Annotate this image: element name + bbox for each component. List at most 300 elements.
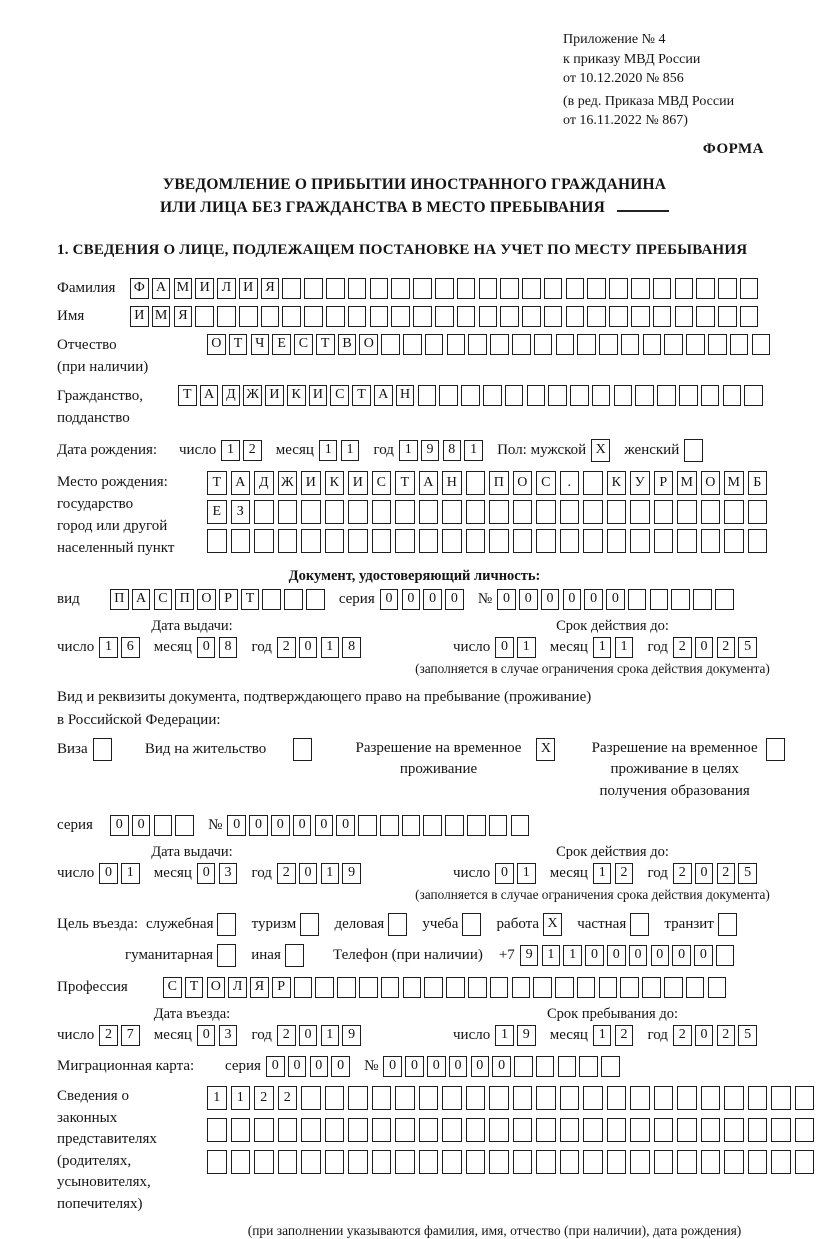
char-box[interactable]: 2: [278, 1086, 298, 1110]
char-box[interactable]: [402, 815, 421, 836]
char-box[interactable]: 1: [563, 945, 582, 966]
char-box[interactable]: [609, 278, 628, 299]
char-box[interactable]: 0: [402, 589, 421, 610]
char-box[interactable]: С: [372, 471, 392, 495]
char-box[interactable]: Д: [254, 471, 274, 495]
char-box[interactable]: [587, 278, 606, 299]
char-box[interactable]: [479, 278, 498, 299]
char-box[interactable]: К: [325, 471, 345, 495]
char-box[interactable]: С: [536, 471, 556, 495]
char-box[interactable]: [664, 977, 683, 998]
char-box[interactable]: З: [231, 500, 251, 524]
char-box[interactable]: [505, 385, 524, 406]
char-box[interactable]: [686, 334, 705, 355]
char-box[interactable]: [337, 977, 356, 998]
char-box[interactable]: [536, 529, 556, 553]
char-box[interactable]: [461, 385, 480, 406]
char-box[interactable]: 2: [277, 637, 296, 658]
char-box[interactable]: [391, 306, 410, 327]
char-box[interactable]: О: [207, 977, 226, 998]
char-box[interactable]: 1: [319, 440, 338, 461]
char-box[interactable]: 0: [331, 1056, 350, 1077]
char-box[interactable]: [748, 1118, 768, 1142]
char-box[interactable]: [684, 439, 703, 462]
char-box[interactable]: А: [152, 278, 171, 299]
char-box[interactable]: Т: [316, 334, 335, 355]
char-box[interactable]: [679, 385, 698, 406]
char-box[interactable]: X: [543, 913, 562, 936]
char-box[interactable]: [664, 334, 683, 355]
char-box[interactable]: [207, 1150, 227, 1174]
char-box[interactable]: [457, 306, 476, 327]
char-box[interactable]: [419, 529, 439, 553]
char-box[interactable]: [724, 1150, 744, 1174]
char-box[interactable]: [696, 278, 715, 299]
char-box[interactable]: [348, 1150, 368, 1174]
char-box[interactable]: 3: [219, 863, 238, 884]
char-box[interactable]: О: [513, 471, 533, 495]
char-box[interactable]: О: [701, 471, 721, 495]
char-box[interactable]: [468, 334, 487, 355]
char-box[interactable]: [513, 1150, 533, 1174]
char-box[interactable]: 2: [717, 863, 736, 884]
char-box[interactable]: [740, 278, 759, 299]
char-box[interactable]: [325, 500, 345, 524]
char-box[interactable]: [278, 500, 298, 524]
char-box[interactable]: Л: [228, 977, 247, 998]
char-box[interactable]: 0: [607, 945, 626, 966]
char-box[interactable]: Т: [241, 589, 260, 610]
char-box[interactable]: [301, 500, 321, 524]
char-box[interactable]: [254, 1118, 274, 1142]
char-box[interactable]: [724, 500, 744, 524]
char-box[interactable]: 0: [99, 863, 118, 884]
char-box[interactable]: 0: [293, 815, 312, 836]
char-box[interactable]: [566, 278, 585, 299]
char-box[interactable]: [301, 1086, 321, 1110]
char-box[interactable]: 0: [495, 637, 514, 658]
char-box[interactable]: А: [231, 471, 251, 495]
char-box[interactable]: [217, 944, 236, 967]
char-box[interactable]: [425, 334, 444, 355]
char-box[interactable]: [607, 1086, 627, 1110]
char-box[interactable]: [560, 1118, 580, 1142]
char-box[interactable]: [348, 278, 367, 299]
char-box[interactable]: [653, 278, 672, 299]
char-box[interactable]: 0: [383, 1056, 402, 1077]
char-box[interactable]: 1: [99, 637, 118, 658]
char-box[interactable]: [467, 815, 486, 836]
char-box[interactable]: [513, 500, 533, 524]
char-box[interactable]: [372, 529, 392, 553]
char-box[interactable]: [592, 385, 611, 406]
char-box[interactable]: [752, 334, 771, 355]
char-box[interactable]: С: [294, 334, 313, 355]
char-box[interactable]: [533, 977, 552, 998]
char-box[interactable]: [195, 306, 214, 327]
char-box[interactable]: Т: [207, 471, 227, 495]
char-box[interactable]: [701, 1118, 721, 1142]
char-box[interactable]: [654, 500, 674, 524]
char-box[interactable]: [671, 589, 690, 610]
char-box[interactable]: [395, 500, 415, 524]
char-box[interactable]: [326, 306, 345, 327]
char-box[interactable]: Р: [219, 589, 238, 610]
char-box[interactable]: [607, 1118, 627, 1142]
char-box[interactable]: [771, 1118, 791, 1142]
char-box[interactable]: С: [330, 385, 349, 406]
char-box[interactable]: [675, 306, 694, 327]
char-box[interactable]: [315, 977, 334, 998]
char-box[interactable]: С: [154, 589, 173, 610]
char-box[interactable]: [254, 500, 274, 524]
char-box[interactable]: [718, 913, 737, 936]
char-box[interactable]: [359, 977, 378, 998]
char-box[interactable]: [442, 500, 462, 524]
char-box[interactable]: [466, 1118, 486, 1142]
char-box[interactable]: [395, 1150, 415, 1174]
char-box[interactable]: [419, 1150, 439, 1174]
char-box[interactable]: 0: [695, 863, 714, 884]
char-box[interactable]: К: [607, 471, 627, 495]
char-box[interactable]: [748, 1086, 768, 1110]
char-box[interactable]: И: [265, 385, 284, 406]
char-box[interactable]: [325, 529, 345, 553]
char-box[interactable]: [630, 1118, 650, 1142]
char-box[interactable]: [555, 977, 574, 998]
char-box[interactable]: [282, 306, 301, 327]
char-box[interactable]: 2: [615, 863, 634, 884]
char-box[interactable]: 0: [606, 589, 625, 610]
char-box[interactable]: [381, 977, 400, 998]
char-box[interactable]: И: [239, 278, 258, 299]
char-box[interactable]: [677, 1150, 697, 1174]
char-box[interactable]: 0: [584, 589, 603, 610]
char-box[interactable]: [630, 1086, 650, 1110]
char-box[interactable]: [514, 1056, 533, 1077]
char-box[interactable]: [388, 913, 407, 936]
char-box[interactable]: 0: [495, 863, 514, 884]
char-box[interactable]: [560, 1150, 580, 1174]
char-box[interactable]: В: [338, 334, 357, 355]
char-box[interactable]: О: [197, 589, 216, 610]
char-box[interactable]: 0: [445, 589, 464, 610]
char-box[interactable]: [654, 1086, 674, 1110]
char-box[interactable]: 0: [315, 815, 334, 836]
char-box[interactable]: [282, 278, 301, 299]
char-box[interactable]: М: [174, 278, 193, 299]
char-box[interactable]: [490, 334, 509, 355]
char-box[interactable]: [500, 306, 519, 327]
char-box[interactable]: 7: [121, 1025, 140, 1046]
char-box[interactable]: Н: [442, 471, 462, 495]
char-box[interactable]: 0: [197, 1025, 216, 1046]
char-box[interactable]: [740, 306, 759, 327]
char-box[interactable]: [468, 977, 487, 998]
char-box[interactable]: 0: [299, 637, 318, 658]
char-box[interactable]: [715, 589, 734, 610]
char-box[interactable]: 1: [221, 440, 240, 461]
char-box[interactable]: 2: [99, 1025, 118, 1046]
char-box[interactable]: [631, 306, 650, 327]
char-box[interactable]: 0: [492, 1056, 511, 1077]
char-box[interactable]: 0: [423, 589, 442, 610]
char-box[interactable]: [306, 589, 325, 610]
char-box[interactable]: [231, 529, 251, 553]
char-box[interactable]: [447, 334, 466, 355]
char-box[interactable]: 0: [449, 1056, 468, 1077]
char-box[interactable]: [285, 944, 304, 967]
char-box[interactable]: [372, 1150, 392, 1174]
char-box[interactable]: 1: [399, 440, 418, 461]
char-box[interactable]: [536, 1118, 556, 1142]
char-box[interactable]: Я: [250, 977, 269, 998]
char-box[interactable]: [766, 738, 785, 761]
char-box[interactable]: 9: [517, 1025, 536, 1046]
char-box[interactable]: [372, 1086, 392, 1110]
char-box[interactable]: 0: [541, 589, 560, 610]
char-box[interactable]: 2: [717, 1025, 736, 1046]
char-box[interactable]: [326, 278, 345, 299]
char-box[interactable]: 8: [219, 637, 238, 658]
char-box[interactable]: 0: [271, 815, 290, 836]
char-box[interactable]: О: [359, 334, 378, 355]
char-box[interactable]: [175, 815, 194, 836]
char-box[interactable]: [489, 815, 508, 836]
char-box[interactable]: [217, 913, 236, 936]
char-box[interactable]: [614, 385, 633, 406]
char-box[interactable]: [701, 529, 721, 553]
char-box[interactable]: [442, 1118, 462, 1142]
char-box[interactable]: [254, 1150, 274, 1174]
char-box[interactable]: [217, 306, 236, 327]
char-box[interactable]: [718, 278, 737, 299]
char-box[interactable]: 1: [593, 637, 612, 658]
char-box[interactable]: [522, 306, 541, 327]
char-box[interactable]: [325, 1086, 345, 1110]
char-box[interactable]: [304, 306, 323, 327]
char-box[interactable]: [583, 529, 603, 553]
char-box[interactable]: [301, 1150, 321, 1174]
char-box[interactable]: 1: [207, 1086, 227, 1110]
char-box[interactable]: [370, 306, 389, 327]
char-box[interactable]: 0: [629, 945, 648, 966]
char-box[interactable]: 1: [517, 863, 536, 884]
char-box[interactable]: 3: [219, 1025, 238, 1046]
char-box[interactable]: [583, 1150, 603, 1174]
char-box[interactable]: [677, 500, 697, 524]
char-box[interactable]: [795, 1150, 815, 1174]
char-box[interactable]: [708, 334, 727, 355]
char-box[interactable]: [771, 1086, 791, 1110]
char-box[interactable]: [348, 500, 368, 524]
char-box[interactable]: Р: [272, 977, 291, 998]
char-box[interactable]: [284, 589, 303, 610]
char-box[interactable]: 5: [738, 863, 757, 884]
char-box[interactable]: [643, 334, 662, 355]
char-box[interactable]: 5: [738, 1025, 757, 1046]
char-box[interactable]: [748, 500, 768, 524]
char-box[interactable]: Б: [748, 471, 768, 495]
char-box[interactable]: X: [591, 439, 610, 462]
char-box[interactable]: [693, 589, 712, 610]
char-box[interactable]: [570, 385, 589, 406]
char-box[interactable]: А: [419, 471, 439, 495]
char-box[interactable]: [419, 1118, 439, 1142]
char-box[interactable]: [630, 1150, 650, 1174]
char-box[interactable]: [300, 913, 319, 936]
char-box[interactable]: [583, 471, 603, 495]
char-box[interactable]: [254, 529, 274, 553]
char-box[interactable]: 0: [695, 1025, 714, 1046]
char-box[interactable]: О: [207, 334, 226, 355]
char-box[interactable]: 2: [673, 637, 692, 658]
char-box[interactable]: 1: [542, 945, 561, 966]
char-box[interactable]: Ф: [130, 278, 149, 299]
char-box[interactable]: 8: [342, 637, 361, 658]
char-box[interactable]: [677, 1118, 697, 1142]
char-box[interactable]: Л: [217, 278, 236, 299]
char-box[interactable]: [620, 977, 639, 998]
char-box[interactable]: [372, 1118, 392, 1142]
char-box[interactable]: [599, 334, 618, 355]
char-box[interactable]: [301, 1118, 321, 1142]
char-box[interactable]: 2: [673, 863, 692, 884]
char-box[interactable]: Я: [174, 306, 193, 327]
char-box[interactable]: 0: [427, 1056, 446, 1077]
char-box[interactable]: [403, 977, 422, 998]
char-box[interactable]: [723, 385, 742, 406]
char-box[interactable]: И: [348, 471, 368, 495]
char-box[interactable]: Т: [178, 385, 197, 406]
char-box[interactable]: М: [677, 471, 697, 495]
char-box[interactable]: Р: [654, 471, 674, 495]
char-box[interactable]: 1: [615, 637, 634, 658]
char-box[interactable]: К: [287, 385, 306, 406]
char-box[interactable]: [483, 385, 502, 406]
char-box[interactable]: [583, 500, 603, 524]
char-box[interactable]: [301, 529, 321, 553]
char-box[interactable]: [560, 1086, 580, 1110]
char-box[interactable]: 0: [336, 815, 355, 836]
char-box[interactable]: Ч: [251, 334, 270, 355]
char-box[interactable]: 2: [277, 1025, 296, 1046]
char-box[interactable]: 0: [380, 589, 399, 610]
char-box[interactable]: [413, 278, 432, 299]
char-box[interactable]: [442, 1150, 462, 1174]
char-box[interactable]: [630, 529, 650, 553]
char-box[interactable]: У: [630, 471, 650, 495]
char-box[interactable]: [607, 1150, 627, 1174]
char-box[interactable]: 1: [321, 637, 340, 658]
char-box[interactable]: А: [132, 589, 151, 610]
char-box[interactable]: [348, 306, 367, 327]
char-box[interactable]: [536, 1086, 556, 1110]
char-box[interactable]: 8: [443, 440, 462, 461]
char-box[interactable]: [654, 529, 674, 553]
char-box[interactable]: 6: [121, 637, 140, 658]
char-box[interactable]: [795, 1086, 815, 1110]
char-box[interactable]: 0: [651, 945, 670, 966]
char-box[interactable]: [348, 1118, 368, 1142]
char-box[interactable]: [391, 278, 410, 299]
char-box[interactable]: [418, 385, 437, 406]
char-box[interactable]: И: [301, 471, 321, 495]
char-box[interactable]: [442, 529, 462, 553]
char-box[interactable]: 0: [471, 1056, 490, 1077]
char-box[interactable]: П: [110, 589, 129, 610]
char-box[interactable]: [381, 334, 400, 355]
char-box[interactable]: П: [489, 471, 509, 495]
char-box[interactable]: И: [130, 306, 149, 327]
char-box[interactable]: [439, 385, 458, 406]
char-box[interactable]: [479, 306, 498, 327]
char-box[interactable]: 0: [227, 815, 246, 836]
char-box[interactable]: [395, 1118, 415, 1142]
char-box[interactable]: 2: [717, 637, 736, 658]
char-box[interactable]: Н: [396, 385, 415, 406]
char-box[interactable]: [635, 385, 654, 406]
char-box[interactable]: [207, 529, 227, 553]
char-box[interactable]: [748, 529, 768, 553]
char-box[interactable]: 1: [517, 637, 536, 658]
char-box[interactable]: С: [163, 977, 182, 998]
char-box[interactable]: 0: [299, 863, 318, 884]
char-box[interactable]: [724, 1086, 744, 1110]
char-box[interactable]: 2: [615, 1025, 634, 1046]
char-box[interactable]: X: [536, 738, 555, 761]
char-box[interactable]: [566, 306, 585, 327]
char-box[interactable]: 0: [197, 863, 216, 884]
char-box[interactable]: [577, 334, 596, 355]
char-box[interactable]: [724, 1118, 744, 1142]
char-box[interactable]: [558, 1056, 577, 1077]
char-box[interactable]: [708, 977, 727, 998]
char-box[interactable]: [358, 815, 377, 836]
char-box[interactable]: [677, 529, 697, 553]
char-box[interactable]: [395, 529, 415, 553]
char-box[interactable]: [560, 529, 580, 553]
char-box[interactable]: Т: [352, 385, 371, 406]
char-box[interactable]: [466, 471, 486, 495]
char-box[interactable]: [325, 1150, 345, 1174]
char-box[interactable]: [512, 977, 531, 998]
char-box[interactable]: [370, 278, 389, 299]
char-box[interactable]: [489, 529, 509, 553]
char-box[interactable]: [630, 913, 649, 936]
char-box[interactable]: [348, 1086, 368, 1110]
char-box[interactable]: [650, 589, 669, 610]
char-box[interactable]: [577, 977, 596, 998]
char-box[interactable]: [231, 1150, 251, 1174]
char-box[interactable]: 0: [519, 589, 538, 610]
char-box[interactable]: [325, 1118, 345, 1142]
char-box[interactable]: [718, 306, 737, 327]
char-box[interactable]: [654, 1150, 674, 1174]
char-box[interactable]: [642, 977, 661, 998]
char-box[interactable]: [701, 500, 721, 524]
char-box[interactable]: [500, 278, 519, 299]
char-box[interactable]: [231, 1118, 251, 1142]
char-box[interactable]: 9: [342, 1025, 361, 1046]
char-box[interactable]: 2: [254, 1086, 274, 1110]
char-box[interactable]: [587, 306, 606, 327]
char-box[interactable]: Е: [272, 334, 291, 355]
char-box[interactable]: Т: [229, 334, 248, 355]
char-box[interactable]: [278, 1150, 298, 1174]
char-box[interactable]: [579, 1056, 598, 1077]
char-box[interactable]: [293, 738, 312, 761]
